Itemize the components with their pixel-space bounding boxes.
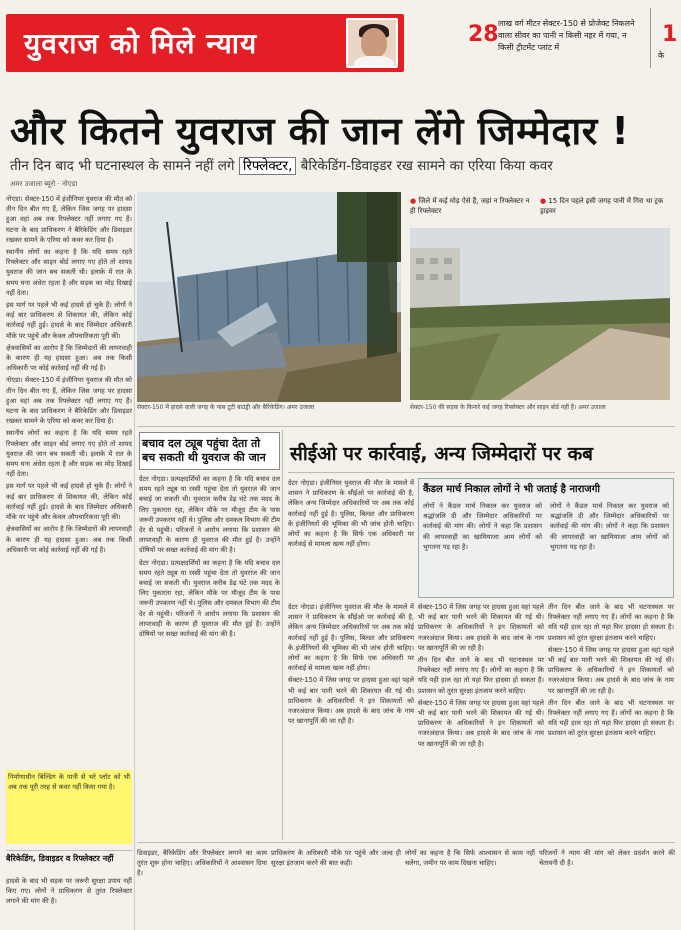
subhead-before: तीन दिन बाद भी घटनास्थल के सामने नहीं लगे [10, 158, 235, 174]
ceo-column-3 [548, 602, 674, 838]
highlighted-text: निर्माणाधीन बिल्डिंग के पानी से भरे प्लॉट को भी अब तक पूरी तरह से कवर नहीं किया गया है। [6, 770, 132, 844]
paragraph: सेक्टर-150 में जिस जगह पर हादसा हुआ वहां पहले भी कई बार पानी भरने की शिकायत की गई थी। प्राधिकरण के अधिकारियों ने इन शिकायतों को नजरअंदाज किया। अब हादसे के बाद जांच के नाम पर खानापूर्ति की जा रही है। [548, 645, 674, 695]
left-bottom-text: हादसे के बाद भी सड़क पर जरूरी सुरक्षा उपाय नहीं किए गए। लोगों ने प्राधिकरण से तुरंत रिफ्लेक्टर लगाने की मांग की है। [6, 877, 132, 906]
inner-box-heading: कैंडल मार्च निकाल लोगों ने भी जताई है नाराजगी [423, 484, 600, 495]
bottom-column: प्राधिकरण के अधिकारी मौके पर पहुंचे और जल्द ही सुरक्षा इंतजाम करने की बात कही। [271, 849, 401, 868]
sub-headline [10, 156, 553, 174]
teaser-number: 1 [662, 22, 678, 47]
paragraph: स्थानीय लोगों का कहना है कि यदि समय रहते रिफ्लेक्टर और साइन बोर्ड लगाए गए होते तो शायद युवराज की जान बच सकती थी। इलाके में रात के समय घना अंधेरा रहता है और सड़क का मोड़ दिखाई नहीं देता। [6, 429, 132, 479]
paragraph: ग्रेटर नोएडा। प्रत्यक्षदर्शियों का कहना है कि यदि बचाव दल समय रहते ट्यूब या रस्सी पहुंचा देता तो युवराज की जान बचाई जा सकती थी। युवराज करीब डेढ़ घंटे तक मदद के लिए पुकारता रहा, लेकिन मौके पर मौजूद टीम के पास जरूरी उपकरण नहीं थे। पुलिस और दमकल विभाग की टीम देर से पहुंची। परिजनों ने आरोप लगाया कि प्रशासन की लापरवाही के कारण ही युवराज की मौत हुई है। उन्होंने दोषियों पर सख्त कार्रवाई की मांग की है। [139, 558, 280, 639]
paragraph: इस मार्ग पर पहले भी कई हादसे हो चुके हैं। लोगों ने कई बार प्राधिकरण से शिकायत की, लेकिन कोई कार्रवाई नहीं हुई। हादसे के बाद जिम्मेदार अधिकारी मौके पर पहुंचे और केवल औपचारिकता पूरी की। [6, 301, 132, 340]
accident-site-photo [137, 192, 401, 402]
pin-note: ● जिले में कई मोड़ ऐसे हैं, जहां न रिफ्लेक्टर न ही रिफ्लेक्टर [410, 197, 530, 215]
pin-text: जिले में कई मोड़ ऐसे हैं, जहां न रिफ्लेक्टर न ही रिफ्लेक्टर [410, 197, 530, 215]
main-headline: और कितने युवराज की जान लेंगे जिम्मेदार ! [10, 109, 630, 153]
box-body [137, 472, 282, 832]
paragraph: तीन दिन बीत जाने के बाद भी घटनास्थल पर रिफ्लेक्टर नहीं लगाए गए हैं। लोगों का कहना है कि यदि यही हाल रहा तो यहां फिर हादसा हो सकता है। प्रशासन को तुरंत सुरक्षा इंतजाम करने चाहिए। [548, 603, 674, 642]
paragraph: स्थानीय लोगों का कहना है कि यदि समय रहते रिफ्लेक्टर और साइन बोर्ड लगाए गए होते तो शायद युवराज की जान बच सकती थी। इलाके में रात के समय घना अंधेरा रहता है और सड़क का मोड़ दिखाई नहीं देता। [6, 248, 132, 297]
teaser-text: लाख वर्ग मीटर सेक्टर-150 से प्रोजेक्ट निकलने वाला सीवर का पानी न किसी नहर में गया, न किसी ट्रीटमेंट प्लांट में [498, 19, 635, 52]
bottom-column: लोगों का कहना है कि सिर्फ आश्वासन से काम नहीं चलेगा, जमीन पर काम दिखना चाहिए। [405, 849, 535, 868]
paragraph: तीन दिन बीत जाने के बाद भी घटनास्थल पर रिफ्लेक्टर नहीं लगाए गए हैं। लोगों का कहना है कि यदि यही हाल रहा तो यहां फिर हादसा हो सकता है। प्रशासन को तुरंत सुरक्षा इंतजाम करने चाहिए। [418, 656, 544, 695]
paragraph: लोगों ने कैंडल मार्च निकाल कर युवराज को श्रद्धांजलि दी और जिम्मेदार अधिकारियों पर कार्रवाई की मांग की। लोगों ने कहा कि प्रशासन की लापरवाही का खामियाजा आम लोगों को भुगतना पड़ रहा है। [550, 502, 669, 551]
boxed-story [137, 430, 283, 840]
ceo-column-1b [288, 602, 414, 838]
inner-box-body [423, 501, 669, 593]
subhead-after: बैरिकेडिंग-डिवाइडर रख सामने का एरिया किया कवर [300, 158, 553, 174]
paragraph: क्षेत्रवासियों का आरोप है कि जिम्मेदारों की लापरवाही के कारण ही यह हादसा हुआ। अब तक किसी अधिकारी पर कोई कार्रवाई नहीं की गई है। [6, 525, 132, 554]
section-heading: सीईओ पर कार्रवाई, अन्य जिम्मेदारों पर कब [290, 443, 594, 465]
paragraph: क्षेत्रवासियों का आरोप है कि जिम्मेदारों की लापरवाही के कारण ही यह हादसा हुआ। अब तक किसी अधिकारी पर कोई कार्रवाई नहीं की गई है। [6, 343, 132, 373]
paragraph: सेक्टर-150 में जिस जगह पर हादसा हुआ वहां पहले भी कई बार पानी भरने की शिकायत की गई थी। प्राधिकरण के अधिकारियों ने इन शिकायतों को नजरअंदाज किया। अब हादसे के बाद जांच के नाम पर खानापूर्ति की जा रही है। [288, 676, 414, 726]
inner-box [418, 478, 674, 598]
road-photo [410, 228, 670, 400]
paragraph: नोएडा। सेक्टर-150 में इंजीनियर युवराज की मौत को तीन दिन बीत गए हैं, लेकिन जिस जगह पर हादसा हुआ वहां अब तक रिफ्लेक्टर नहीं लगाए गए हैं। घटना के बाद प्राधिकरण ने बैरिकेडिंग और डिवाइडर रखकर सामने के एरिया को कवर कर दिया है। [6, 195, 132, 244]
bottom-column: परिजनों ने न्याय की मांग को लेकर प्रदर्शन करने की चेतावनी दी है। [539, 849, 675, 868]
paragraph: ग्रेटर नोएडा। इंजीनियर युवराज की मौत के मामले में शासन ने प्राधिकरण के सीईओ पर कार्रवाई की है, लेकिन अन्य जिम्मेदार अधिकारियों पर अब तक कोई कार्रवाई नहीं हुई है। पुलिस, बिल्डर और प्राधिकरण के इंजीनियरों की भूमिका की भी जांच होनी चाहिए। लोगों का कहना है कि सिर्फ एक अधिकारी पर कार्रवाई से मामला खत्म नहीं होगा। [288, 603, 414, 673]
teaser-number: 28 [468, 22, 499, 47]
banner-title: युवराज को मिले न्याय [24, 27, 258, 60]
box-heading: बचाव दल ट्यूब पहुंचा देता तो बच सकती थी युवराज की जान [139, 432, 280, 470]
paragraph: सेक्टर-150 में जिस जगह पर हादसा हुआ वहां पहले भी कई बार पानी भरने की शिकायत की गई थी। प्राधिकरण के अधिकारियों ने इन शिकायतों को नजरअंदाज किया। अब हादसे के बाद जांच के नाम पर खानापूर्ति की जा रही है। [418, 603, 544, 652]
sub-heading: बैरिकेडिंग, डिवाइडर व रिफ्लेक्टर नहीं [6, 854, 114, 863]
left-column [6, 194, 132, 764]
portrait-photo [346, 18, 398, 68]
byline: अमर उजाला ब्यूरो · नोएडा [10, 180, 78, 188]
paragraph: ग्रेटर नोएडा। प्रत्यक्षदर्शियों का कहना है कि यदि बचाव दल समय रहते ट्यूब या रस्सी पहुंचा देता तो युवराज की जान बचाई जा सकती थी। युवराज करीब डेढ़ घंटे तक मदद के लिए पुकारता रहा, लेकिन मौके पर मौजूद टीम के पास जरूरी उपकरण नहीं थे। पुलिस और दमकल विभाग की टीम देर से पहुंची। परिजनों ने आरोप लगाया कि प्रशासन की लापरवाही के कारण ही युवराज की मौत हुई है। उन्होंने दोषियों पर सख्त कार्रवाई की मांग की है। [139, 475, 280, 555]
paragraph: लोगों ने कैंडल मार्च निकाल कर युवराज को श्रद्धांजलि दी और जिम्मेदार अधिकारियों पर कार्रवाई की मांग की। लोगों ने कहा कि प्रशासन की लापरवाही का खामियाजा आम लोगों को भुगतना पड़ रहा है। [423, 502, 542, 551]
ceo-column-2 [418, 602, 544, 838]
paragraph: तीन दिन बीत जाने के बाद भी घटनास्थल पर रिफ्लेक्टर नहीं लगाए गए हैं। लोगों का कहना है कि यदि यही हाल रहा तो यहां फिर हादसा हो सकता है। प्रशासन को तुरंत सुरक्षा इंतजाम करने चाहिए। [548, 698, 674, 738]
subhead-highlight: रिफ्लेक्टर, [239, 157, 297, 175]
bottom-column: डिवाइडर, बैरिकेडिंग और रिफ्लेक्टर लगाने का काम तुरंत शुरू होना चाहिए। अधिकारियों ने आश्वासन दिया है। [137, 849, 267, 878]
divider [650, 8, 651, 68]
pin-text: 15 दिन पहले इसी जगह पानी में गिरा था ट्रक ड्राइवर [540, 197, 664, 215]
paragraph: नोएडा। सेक्टर-150 में इंजीनियर युवराज की मौत को तीन दिन बीत गए हैं, लेकिन जिस जगह पर हादसा हुआ वहां अब तक रिफ्लेक्टर नहीं लगाए गए हैं। घटना के बाद प्राधिकरण ने बैरिकेडिंग और डिवाइडर रखकर सामने के एरिया को कवर कर दिया है। [6, 376, 132, 426]
paragraph: सेक्टर-150 में जिस जगह पर हादसा हुआ वहां पहले भी कई बार पानी भरने की शिकायत की गई थी। प्राधिकरण के अधिकारियों ने इन शिकायतों को नजरअंदाज किया। अब हादसे के बाद जांच के नाम पर खानापूर्ति की जा रही है। [418, 698, 544, 748]
pin-note: ● 15 दिन पहले इसी जगह पानी में गिरा था ट्रक ड्राइवर [540, 197, 664, 215]
section-banner [6, 14, 404, 72]
paragraph: इस मार्ग पर पहले भी कई हादसे हो चुके हैं। लोगों ने कई बार प्राधिकरण से शिकायत की, लेकिन कोई कार्रवाई नहीं हुई। हादसे के बाद जिम्मेदार अधिकारी मौके पर पहुंचे और केवल औपचारिकता पूरी की। [6, 482, 132, 522]
photo-caption: सेक्टर-150 में हादसे वाली जगह के पास टूटी बाउंड्री और बैरिकेडिंग। अमर उजाला [137, 404, 315, 411]
teaser-text: के [658, 51, 665, 60]
photo-caption: सेक्टर-150 की सड़क के किनारे कई जगह रिफ्लेक्टर और साइन बोर्ड नहीं हैं। अमर उजाला [410, 404, 606, 411]
ceo-column-1: ग्रेटर नोएडा। इंजीनियर युवराज की मौत के मामले में शासन ने प्राधिकरण के सीईओ पर कार्रवाई की है, लेकिन अन्य जिम्मेदार अधिकारियों पर अब तक कोई कार्रवाई नहीं हुई है। पुलिस, बिल्डर और प्राधिकरण के इंजीनियरों की भूमिका की भी जांच होनी चाहिए। लोगों का कहना है कि सिर्फ एक अधिकारी पर कार्रवाई से मामला खत्म नहीं होगा। [288, 479, 414, 549]
